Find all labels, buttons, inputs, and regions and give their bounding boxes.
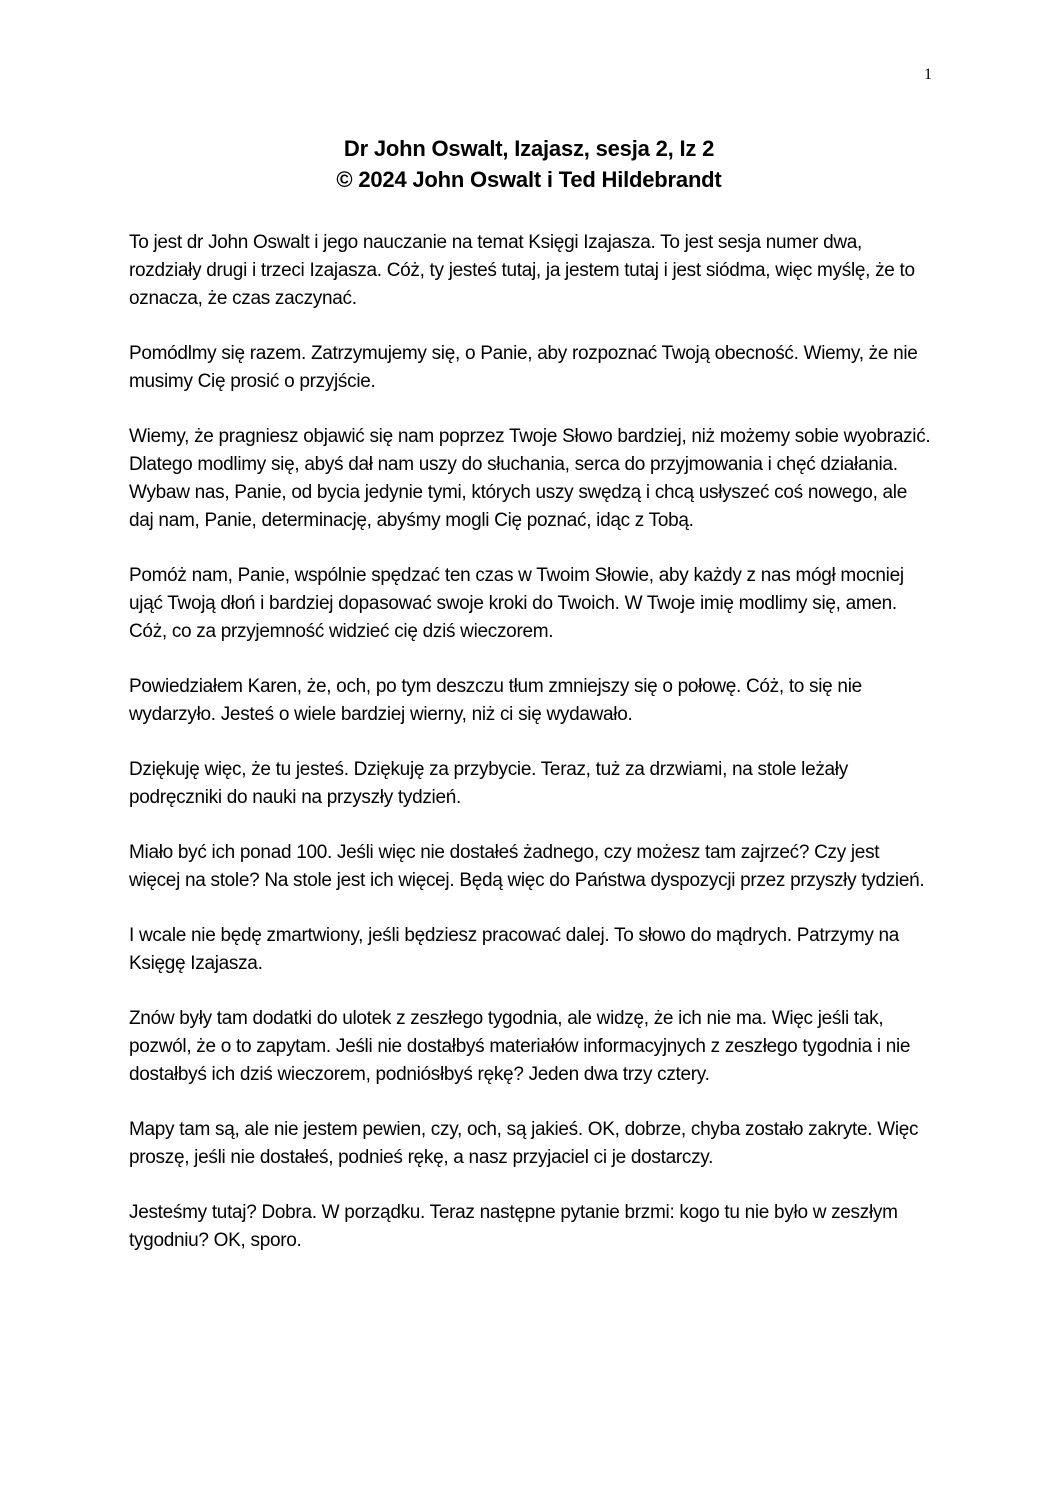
paragraph: Jesteśmy tutaj? Dobra. W porządku. Teraz następne pytanie brzmi: kogo tu nie było w zeszłym tygodniu? OK, sporo. [129, 1202, 898, 1251]
page-number: 1 [924, 66, 932, 83]
paragraph: Pomóż nam, Panie, wspólnie spędzać ten czas w Twoim Słowie, aby każdy z nas mógł mocniej ująć Twoją dłoń i bardziej dopasować swoje kroki do Twoich. W Twoje imię modlimy się, amen. Cóż, co za przyjemność widzieć cię dziś wieczorem. [129, 565, 904, 642]
paragraph: Miało być ich ponad 100. Jeśli więc nie dostałeś żadnego, czy możesz tam zajrzeć? Czy jest więcej na stole? Na stole jest ich więcej. Będą więc do Państwa dyspozycji przez przyszły tydzień. [129, 842, 925, 891]
transcript-body [129, 229, 934, 1282]
paragraph: Pomódlmy się razem. Zatrzymujemy się, o Panie, aby rozpoznać Twoją obecność. Wiemy, że nie musimy Cię prosić o przyjście. [129, 343, 918, 392]
paragraph: Mapy tam są, ale nie jestem pewien, czy, och, są jakieś. OK, dobrze, chyba zostało zakryte. Więc proszę, jeśli nie dostałeś, podnieś rękę, a nasz przyjaciel ci je dostarczy. [129, 1119, 919, 1168]
paragraph: To jest dr John Oswalt i jego nauczanie na temat Księgi Izajasza. To jest sesja numer dwa, rozdziały drugi i trzeci Izajasza. Cóż, ty jesteś tutaj, ja jestem tutaj i jest siódma, więc myślę, że to oznacza, że czas zaczynać. [129, 232, 915, 309]
paragraph: Wiemy, że pragniesz objawić się nam poprzez Twoje Słowo bardziej, niż możemy sobie wyobrazić. Dlatego modlimy się, abyś dał nam uszy do słuchania, serca do przyjmowania i chęć działania. Wybaw nas, Panie, od bycia jedynie tymi, których uszy swędzą i chcą usłyszeć coś nowego, ale daj nam, Panie, determinację, abyśmy mogli Cię poznać, idąc z Tobą. [129, 426, 931, 531]
document-title [0, 133, 1058, 195]
paragraph: I wcale nie będę zmartwiony, jeśli będziesz pracować dalej. To słowo do mądrych. Patrzymy na Księgę Izajasza. [129, 925, 900, 974]
title-line-2: © 2024 John Oswalt i Ted Hildebrandt [336, 167, 722, 192]
paragraph: Znów były tam dodatki do ulotek z zeszłego tygodnia, ale widzę, że ich nie ma. Więc jeśli tak, pozwól, że o to zapytam. Jeśli nie dostałbyś materiałów informacyjnych z zeszłego tygodnia i nie dostałbyś ich dziś wieczorem, podniósłbyś rękę? Jeden dwa trzy cztery. [129, 1008, 911, 1085]
paragraph: Dziękuję więc, że tu jesteś. Dziękuję za przybycie. Teraz, tuż za drzwiami, na stole leżały podręczniki do nauki na przyszły tydzień. [129, 759, 848, 808]
title-line-1: Dr John Oswalt, Izajasz, sesja 2, Iz 2 [343, 136, 715, 161]
paragraph: Powiedziałem Karen, że, och, po tym deszczu tłum zmniejszy się o połowę. Cóż, to się nie wydarzyło. Jesteś o wiele bardziej wierny, niż ci się wydawało. [129, 676, 862, 725]
